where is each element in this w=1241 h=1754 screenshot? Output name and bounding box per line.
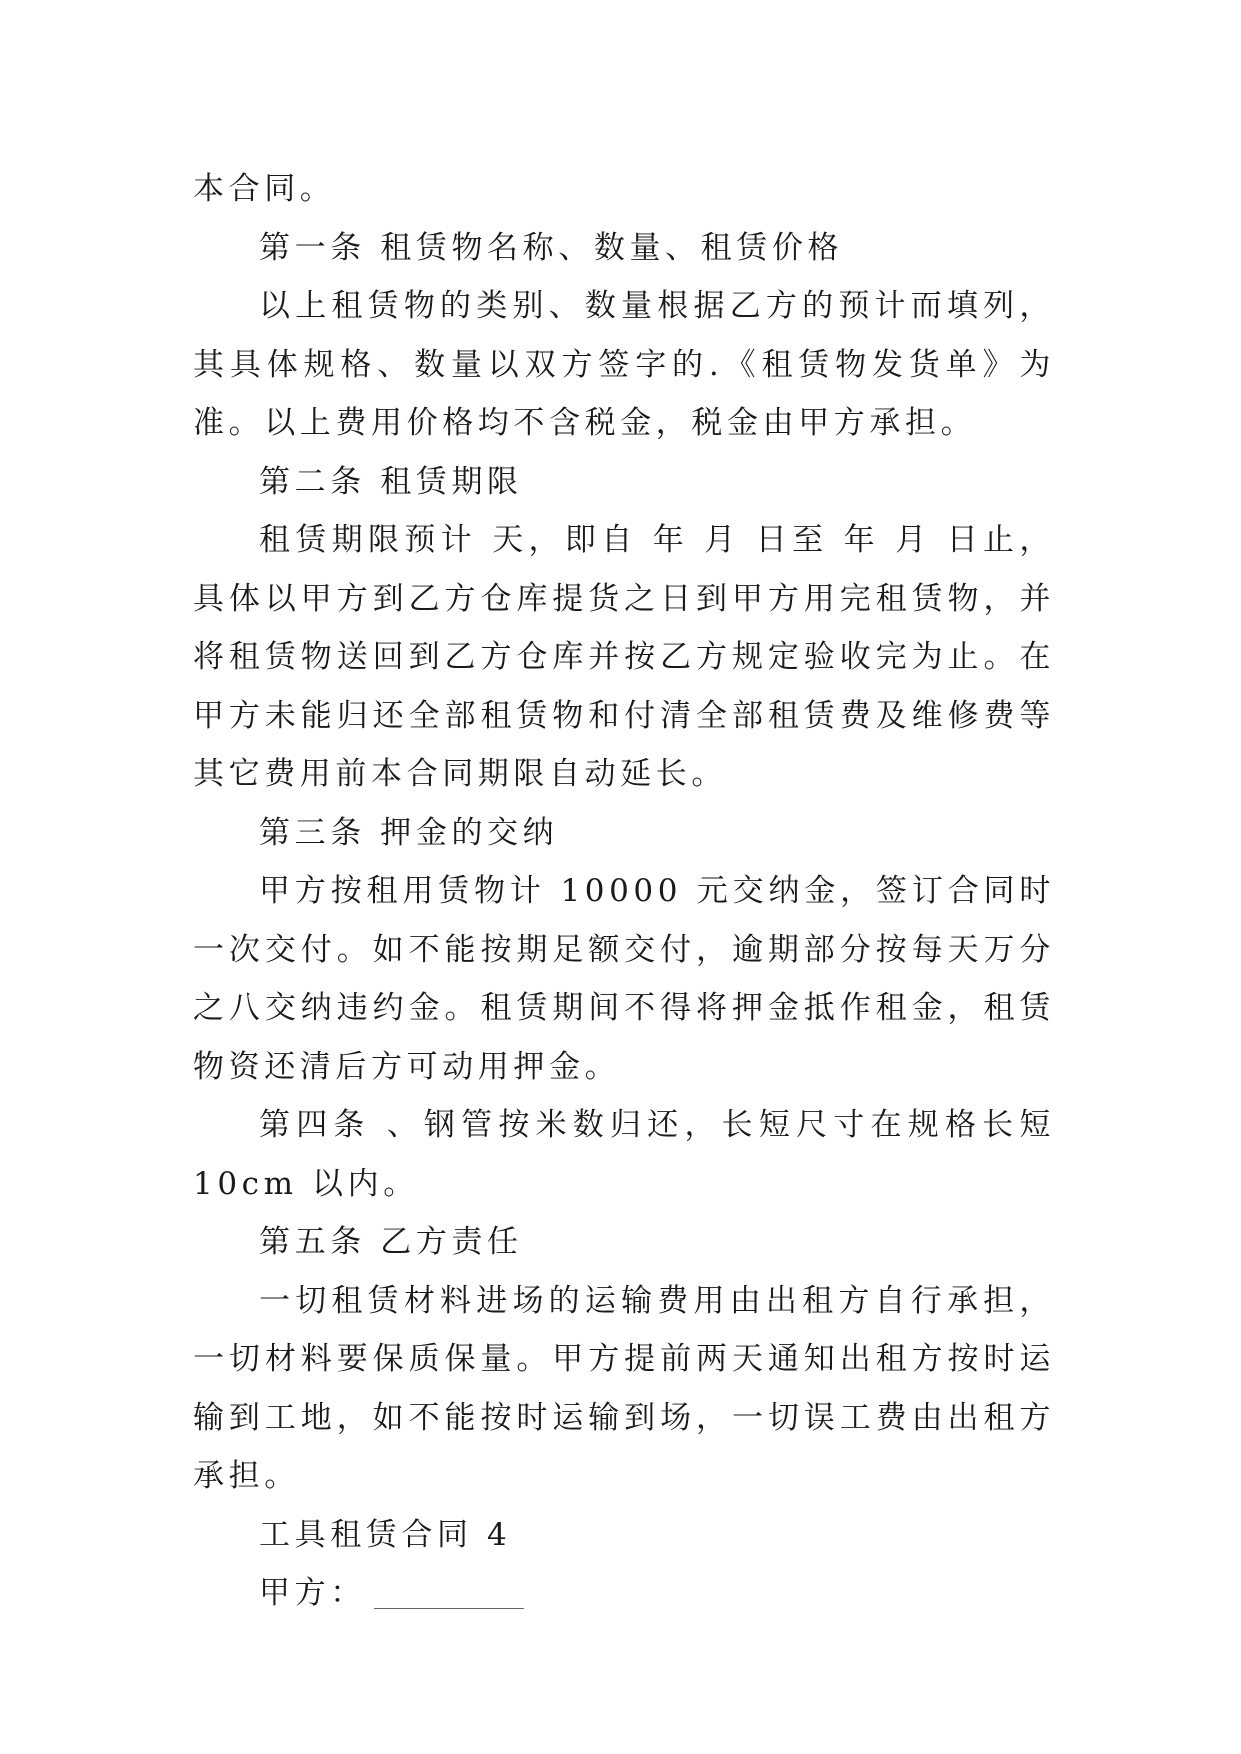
paragraph-continuation: 本合同。: [193, 171, 336, 207]
article-2-heading: 第二条 租赁期限: [259, 463, 523, 500]
contract-title: 工具租赁合同 4: [259, 1516, 512, 1553]
party-a-blank: [374, 1608, 524, 1609]
article-1-body: 以上租赁物的类别、数量根据乙方的预计而填列，其具体规格、数量以双方签字的.《租赁物发货单》为准。以上费用价格均不含税金，税金由甲方承担。: [193, 288, 1055, 441]
article-4: 第四条 、钢管按米数归还，长短尺寸在规格长短 10cm 以内。: [193, 1107, 1055, 1202]
article-5-body: 一切租赁材料进场的运输费用由出租方自行承担，一切材料要保质保量。甲方提前两天通知出租方按时运输到工地，如不能按时运输到场，一切误工费由出租方承担。: [193, 1282, 1055, 1494]
article-3-heading: 第三条 押金的交纳: [259, 814, 559, 851]
article-2-body: 租赁期限预计 天，即自 年 月 日至 年 月 日止，具体以甲方到乙方仓库提货之日到甲方用完租赁物，并将租赁物送回到乙方仓库并按乙方规定验收完为止。在甲方未能归还全部租赁物和付清全部租赁费及维修费等其它费用前本合同期限自动延长。: [193, 522, 1055, 792]
article-5-heading: 第五条 乙方责任: [259, 1224, 523, 1260]
article-3-body: 甲方按租用赁物计 10000 元交纳金，签订合同时一次交付。如不能按期足额交付，逾期部分按每天万分之八交纳违约金。租赁期间不得将押金抵作租金，租赁物资还清后方可动用押金。: [193, 873, 1055, 1085]
party-a-line: [193, 1564, 1055, 1623]
article-1-heading: 第一条 租赁物名称、数量、租赁价格: [259, 229, 844, 266]
party-a-label: 甲方：: [259, 1575, 366, 1611]
document-page: [193, 160, 1055, 1623]
